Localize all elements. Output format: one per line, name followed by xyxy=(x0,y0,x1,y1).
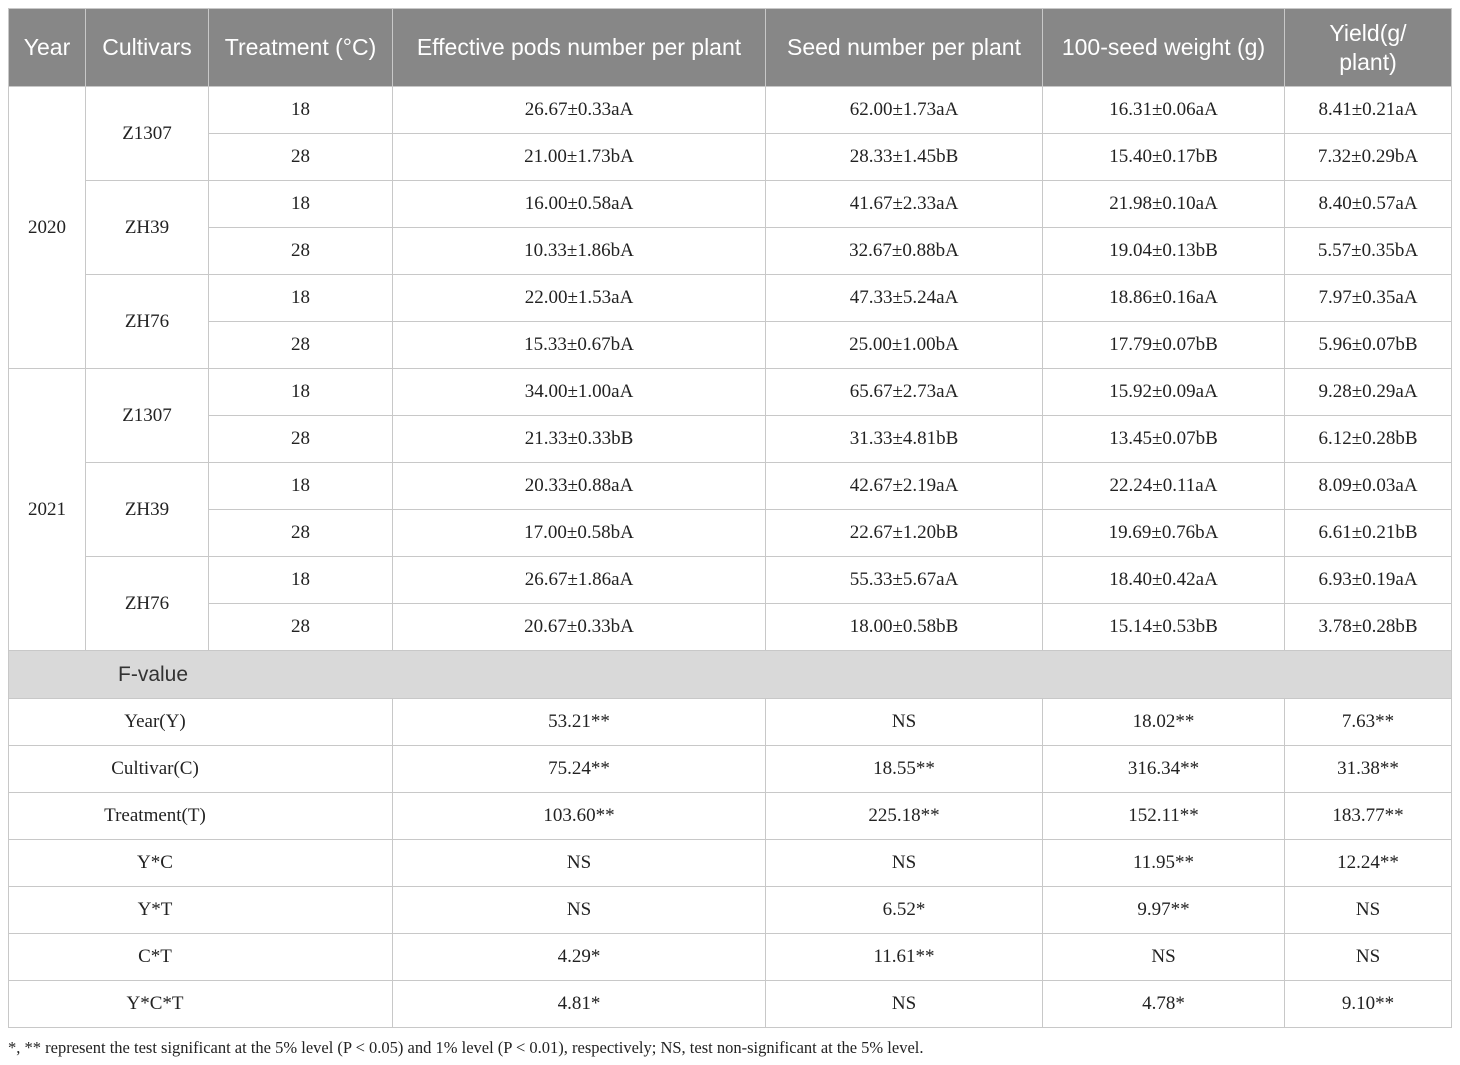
seeds-cell: 65.67±2.73aA xyxy=(766,369,1042,415)
seeds-cell: 55.33±5.67aA xyxy=(766,557,1042,603)
seeds-f-cell: 18.55** xyxy=(766,746,1042,792)
header-yield-label: Yield(g/ plant) xyxy=(1329,19,1407,75)
seeds-cell: 22.67±1.20bB xyxy=(766,510,1042,556)
seed-weight-cell: 18.86±0.16aA xyxy=(1043,275,1284,321)
pods-cell: 20.33±0.88aA xyxy=(393,463,765,509)
yield-cell: 8.09±0.03aA xyxy=(1285,463,1451,509)
yield-cell: 5.96±0.07bB xyxy=(1285,322,1451,368)
seeds-f-cell: NS xyxy=(766,840,1042,886)
pods-cell: 17.00±0.58bA xyxy=(393,510,765,556)
seed-weight-cell: 18.40±0.42aA xyxy=(1043,557,1284,603)
treatment-cell: 18 xyxy=(209,275,392,321)
seeds-f-cell: 6.52* xyxy=(766,887,1042,933)
header-cultivars: Cultivars xyxy=(86,9,208,86)
seed-weight-f-cell: 18.02** xyxy=(1043,699,1284,745)
cultivar-cell: ZH76 xyxy=(86,275,208,368)
seed-weight-cell: 15.14±0.53bB xyxy=(1043,604,1284,650)
treatment-cell: 28 xyxy=(209,134,392,180)
treatment-cell: 28 xyxy=(209,510,392,556)
seeds-cell: 25.00±1.00bA xyxy=(766,322,1042,368)
treatment-cell: 18 xyxy=(209,463,392,509)
yield-cell: 7.32±0.29bA xyxy=(1285,134,1451,180)
seeds-cell: 18.00±0.58bB xyxy=(766,604,1042,650)
table-footnote: *, ** represent the test significant at the 5% level (P < 0.05) and 1% level (P < 0.01), respectively; NS, test non-significant at the 5% level. xyxy=(8,1038,924,1057)
factor-cell: Treatment(T) xyxy=(9,793,392,839)
pods-cell: 10.33±1.86bA xyxy=(393,228,765,274)
pods-cell: 21.33±0.33bB xyxy=(393,416,765,462)
f-value-section-label: F-value xyxy=(9,651,1451,698)
pods-cell: 26.67±0.33aA xyxy=(393,87,765,133)
treatment-cell: 28 xyxy=(209,604,392,650)
cultivar-cell: ZH76 xyxy=(86,557,208,650)
seed-weight-cell: 15.40±0.17bB xyxy=(1043,134,1284,180)
seed-weight-cell: 15.92±0.09aA xyxy=(1043,369,1284,415)
yield-cell: 8.41±0.21aA xyxy=(1285,87,1451,133)
header-100-seed-weight: 100-seed weight (g) xyxy=(1043,9,1284,86)
factor-cell: Cultivar(C) xyxy=(9,746,392,792)
pods-f-cell: 53.21** xyxy=(393,699,765,745)
seeds-cell: 42.67±2.19aA xyxy=(766,463,1042,509)
seed-weight-f-cell: NS xyxy=(1043,934,1284,980)
seeds-cell: 41.67±2.33aA xyxy=(766,181,1042,227)
header-year: Year xyxy=(9,9,85,86)
pods-f-cell: 4.81* xyxy=(393,981,765,1027)
pods-f-cell: NS xyxy=(393,840,765,886)
yield-f-cell: 183.77** xyxy=(1285,793,1451,839)
pods-f-cell: 4.29* xyxy=(393,934,765,980)
header-effective-pods: Effective pods number per plant xyxy=(393,9,765,86)
seed-weight-cell: 19.69±0.76bA xyxy=(1043,510,1284,556)
pods-cell: 16.00±0.58aA xyxy=(393,181,765,227)
seeds-cell: 47.33±5.24aA xyxy=(766,275,1042,321)
seed-weight-f-cell: 316.34** xyxy=(1043,746,1284,792)
seeds-f-cell: NS xyxy=(766,981,1042,1027)
yield-f-cell: 31.38** xyxy=(1285,746,1451,792)
pods-f-cell: 75.24** xyxy=(393,746,765,792)
pods-cell: 34.00±1.00aA xyxy=(393,369,765,415)
yield-f-cell: 9.10** xyxy=(1285,981,1451,1027)
treatment-cell: 18 xyxy=(209,369,392,415)
seed-weight-f-cell: 11.95** xyxy=(1043,840,1284,886)
yield-cell: 6.93±0.19aA xyxy=(1285,557,1451,603)
cultivar-cell: ZH39 xyxy=(86,181,208,274)
seeds-f-cell: NS xyxy=(766,699,1042,745)
header-treatment: Treatment (°C) xyxy=(209,9,392,86)
factor-cell: Y*T xyxy=(9,887,392,933)
yield-f-cell: 7.63** xyxy=(1285,699,1451,745)
seed-weight-f-cell: 9.97** xyxy=(1043,887,1284,933)
yield-cell: 6.12±0.28bB xyxy=(1285,416,1451,462)
seed-weight-cell: 16.31±0.06aA xyxy=(1043,87,1284,133)
pods-cell: 21.00±1.73bA xyxy=(393,134,765,180)
seed-weight-cell: 22.24±0.11aA xyxy=(1043,463,1284,509)
seed-weight-f-cell: 152.11** xyxy=(1043,793,1284,839)
seed-weight-cell: 21.98±0.10aA xyxy=(1043,181,1284,227)
treatment-cell: 18 xyxy=(209,87,392,133)
header-yield xyxy=(1285,9,1451,86)
yield-cell: 9.28±0.29aA xyxy=(1285,369,1451,415)
treatment-cell: 18 xyxy=(209,181,392,227)
yield-f-cell: NS xyxy=(1285,934,1451,980)
cultivar-cell: ZH39 xyxy=(86,463,208,556)
treatment-cell: 28 xyxy=(209,228,392,274)
cultivar-cell: Z1307 xyxy=(86,87,208,180)
results-table xyxy=(8,8,1452,1028)
cultivar-cell: Z1307 xyxy=(86,369,208,462)
pods-f-cell: 103.60** xyxy=(393,793,765,839)
seeds-f-cell: 225.18** xyxy=(766,793,1042,839)
seeds-cell: 32.67±0.88bA xyxy=(766,228,1042,274)
year-cell: 2021 xyxy=(9,369,85,650)
treatment-cell: 18 xyxy=(209,557,392,603)
seed-weight-cell: 19.04±0.13bB xyxy=(1043,228,1284,274)
header-seed-number: Seed number per plant xyxy=(766,9,1042,86)
seed-weight-f-cell: 4.78* xyxy=(1043,981,1284,1027)
seed-weight-cell: 13.45±0.07bB xyxy=(1043,416,1284,462)
seeds-cell: 62.00±1.73aA xyxy=(766,87,1042,133)
year-cell: 2020 xyxy=(9,87,85,368)
seeds-f-cell: 11.61** xyxy=(766,934,1042,980)
factor-cell: Y*C*T xyxy=(9,981,392,1027)
treatment-cell: 28 xyxy=(209,416,392,462)
yield-f-cell: 12.24** xyxy=(1285,840,1451,886)
pods-cell: 26.67±1.86aA xyxy=(393,557,765,603)
seeds-cell: 31.33±4.81bB xyxy=(766,416,1042,462)
seed-weight-cell: 17.79±0.07bB xyxy=(1043,322,1284,368)
pods-cell: 15.33±0.67bA xyxy=(393,322,765,368)
yield-cell: 5.57±0.35bA xyxy=(1285,228,1451,274)
yield-f-cell: NS xyxy=(1285,887,1451,933)
factor-cell: Year(Y) xyxy=(9,699,392,745)
pods-cell: 22.00±1.53aA xyxy=(393,275,765,321)
pods-cell: 20.67±0.33bA xyxy=(393,604,765,650)
treatment-cell: 28 xyxy=(209,322,392,368)
yield-cell: 6.61±0.21bB xyxy=(1285,510,1451,556)
seeds-cell: 28.33±1.45bB xyxy=(766,134,1042,180)
factor-cell: C*T xyxy=(9,934,392,980)
yield-cell: 7.97±0.35aA xyxy=(1285,275,1451,321)
yield-cell: 8.40±0.57aA xyxy=(1285,181,1451,227)
yield-cell: 3.78±0.28bB xyxy=(1285,604,1451,650)
factor-cell: Y*C xyxy=(9,840,392,886)
pods-f-cell: NS xyxy=(393,887,765,933)
